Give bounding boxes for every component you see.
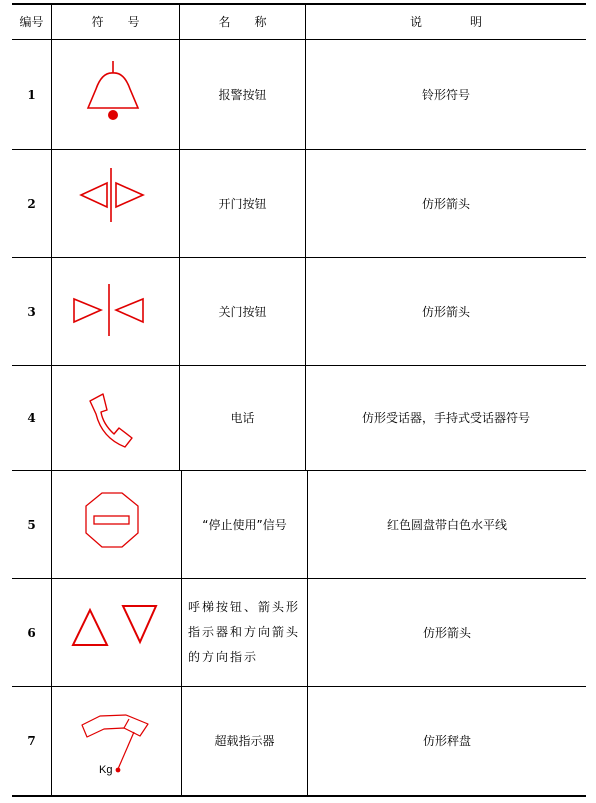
table-bottom-rule <box>12 795 586 797</box>
row-description: 仿形受话器，手持式受话器符号 <box>361 411 530 425</box>
header-symbol: 符 号 <box>91 14 140 29</box>
header-description: 说 明 <box>409 14 482 29</box>
row-name: 超载指示器 <box>214 734 275 748</box>
kg-label: Kg <box>99 764 113 776</box>
bell-icon <box>52 40 179 149</box>
row-name: 开门按钮 <box>218 196 267 211</box>
open-door-arrows-icon <box>52 150 179 257</box>
up-down-triangles-icon <box>52 579 181 686</box>
row-number: 1 <box>27 87 36 102</box>
stop-octagon-icon <box>52 471 181 578</box>
row-number: 6 <box>27 625 36 640</box>
row-description: 仿形箭头 <box>421 304 470 319</box>
row-name: 电话 <box>230 411 255 425</box>
row-name: “停止使用”信号 <box>202 517 287 532</box>
overload-scale-icon <box>52 687 181 795</box>
row-number: 4 <box>27 411 36 425</box>
row-description: 仿形秤盘 <box>422 734 471 748</box>
row-number: 3 <box>27 304 36 319</box>
row-name: 报警按钮 <box>218 87 267 102</box>
row-name: 呼梯按钮、箭头形指示器和方向箭头的方向指示 <box>188 600 301 664</box>
telephone-handset-icon <box>52 366 179 470</box>
row-number: 7 <box>27 734 36 748</box>
row-name: 关门按钮 <box>218 304 267 319</box>
row-description: 仿形箭头 <box>421 196 470 211</box>
row-number: 5 <box>27 517 36 532</box>
close-door-arrows-icon <box>52 258 179 365</box>
row-description: 红色圆盘带白色水平线 <box>386 517 507 532</box>
row-number: 2 <box>27 196 36 211</box>
row-description: 铃形符号 <box>421 87 470 102</box>
header-name: 名 称 <box>218 14 267 29</box>
header-number: 编号 <box>19 14 44 29</box>
row-description: 仿形箭头 <box>422 625 471 640</box>
